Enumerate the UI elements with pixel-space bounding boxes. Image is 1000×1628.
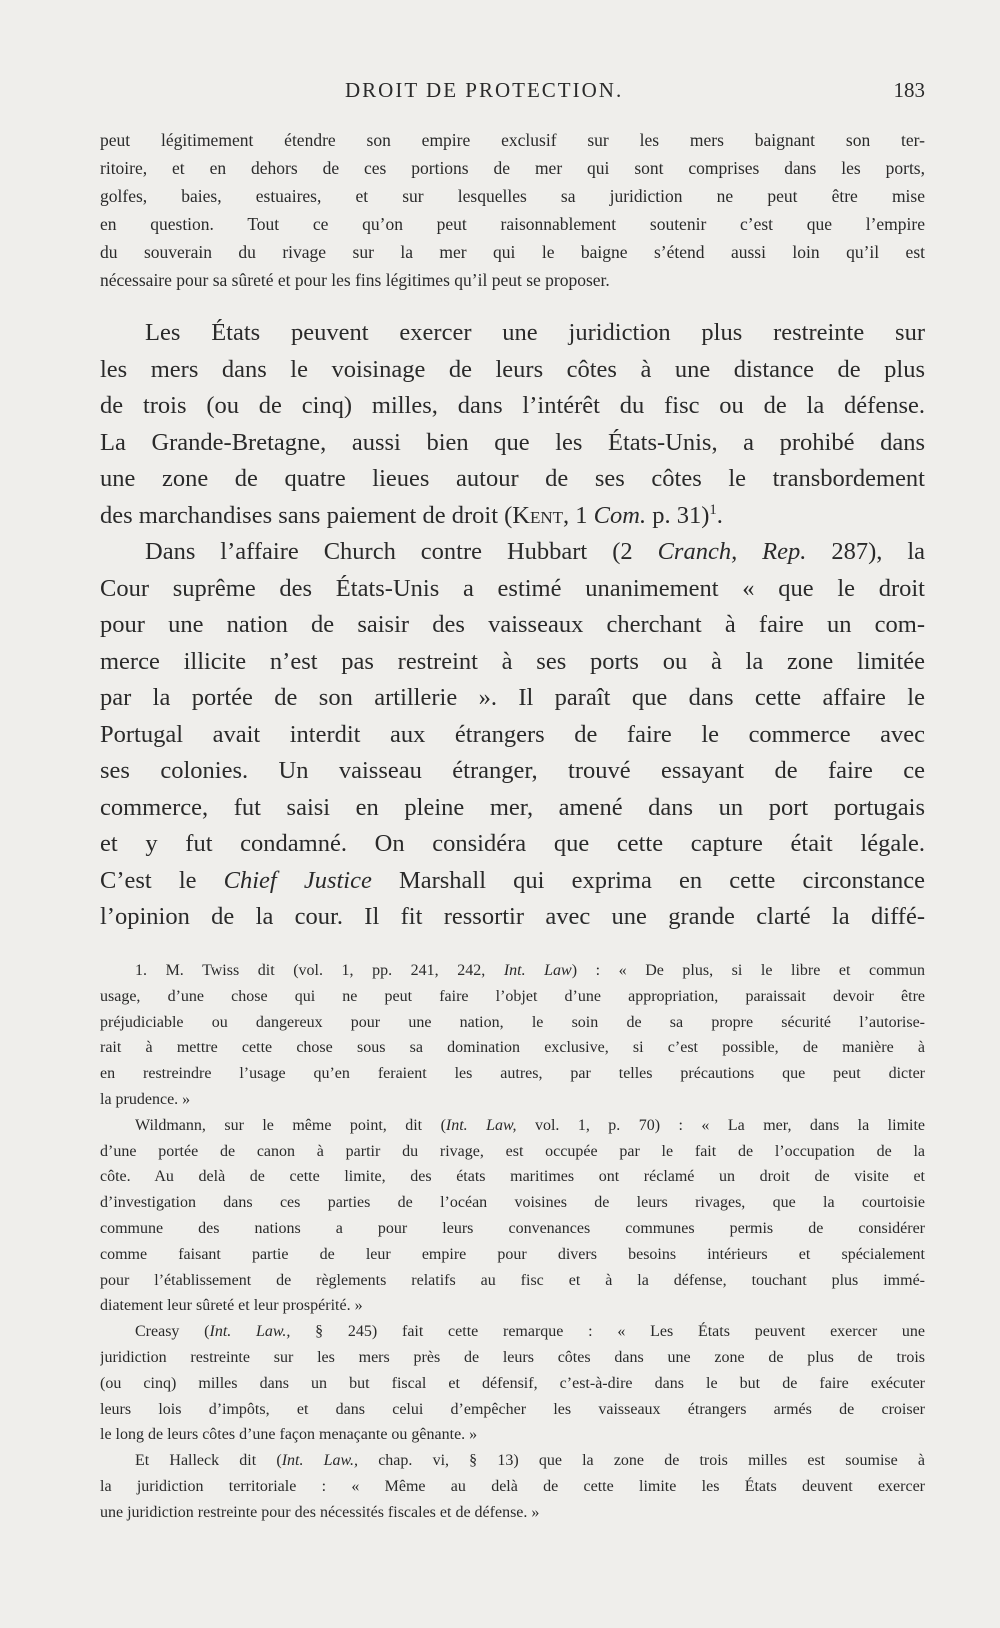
text-line [100,498,925,535]
italic-title: Cranch, Rep. [657,538,807,565]
text-line: les mers dans le voisinage de leurs côtes à une distance de plus [100,355,925,383]
italic-title: Int. Law., [281,1452,359,1470]
footnote-line: le long de leurs côtes d’une façon menaçante ou gênante. » [100,1426,478,1444]
footnote-line: la juridiction territoriale : « Même au delà de cette limite les États deuvent exercer [100,1477,925,1495]
footnote-ref: 1 [709,501,717,518]
italic-title: Int. Law, [445,1116,517,1134]
footnote-line: pour l’établissement de règlements relatifs au fisc et à la défense, touchant plus immé- [100,1271,925,1289]
text-run: . [716,501,723,529]
italic-title: Com. [593,501,647,529]
footnote-line: la prudence. » [100,1090,191,1108]
footnote-line [100,958,925,984]
footnote-line: rait à mettre cette chose sous sa domination exclusive, si c’est possible, de manière à [100,1039,925,1057]
text-run: chap. vi, § 13) que la zone de trois milles est soumise à [358,1452,925,1470]
italic-title: Int. Law [503,962,572,979]
text-line: Portugal avait interdit aux étrangers de faire le commerce avec [100,720,925,748]
footnote-line [100,1319,925,1345]
text-line: Cour suprême des États-Unis a estimé unanimement « que le droit [100,574,925,602]
text-line: golfes, baies, estuaires, et sur lesquelles sa juridiction ne peut être mise [100,186,925,206]
italic-title: Chief Justice [223,866,372,894]
text-run: vol. 1, p. 70) : « La mer, dans la limite [516,1116,925,1134]
footnote-line: une juridiction restreinte pour des nécessités fiscales et de défense. » [100,1503,540,1521]
text-run: Dans l’affaire Church contre Hubbart (2 [145,538,658,565]
footnote-line: d’investigation dans ces parties de l’océan voisines de leurs rivages, que la courtoisie [100,1194,925,1212]
text-run: des marchandises sans paiement de droit ( [100,501,513,529]
text-run: Et Halleck dit ( [135,1452,282,1470]
footnote-line: comme faisant partie de leur empire pour divers besoins intérieurs et spécialement [100,1245,925,1263]
text-line: La Grande-Bretagne, aussi bien que les États-Unis, a prohibé dans [100,428,925,456]
footnote-line: d’une portée de canon à partir du rivage, est occupée par le fait de l’occupation de la [100,1142,925,1160]
text-line: merce illicite n’est pas restreint à ses ports ou à la zone limitée [100,647,925,675]
running-title: DROIT DE PROTECTION. [345,78,624,102]
footnote-line [100,1113,925,1139]
footnote-line: en restreindre l’usage qu’en feraient les autres, par telles précautions que peut dicter [100,1065,925,1083]
text-run: ) : « De plus, si le libre et commun [571,962,925,979]
italic-title: Int. Law., [209,1323,291,1341]
text-line: de trois (ou de cinq) milles, dans l’intérêt du fisc ou de la défense. [100,392,925,419]
text-line: et y fut condamné. On considéra que cette capture était légale. [100,830,925,857]
text-run: 1. M. Twiss dit (vol. 1, pp. 241, 242, [135,962,504,979]
text-line: ses colonies. Un vaisseau étranger, trouvé essayant de faire ce [100,757,925,784]
text-line: commerce, fut saisi en pleine mer, amené dans un port portugais [100,793,925,821]
footnote-line: commune des nations a pour leurs convenances communes permis de considérer [100,1219,925,1237]
text-run: C’est le [100,866,224,894]
author-smallcaps: Kent [512,501,564,529]
running-header [100,78,925,108]
text-line: du souverain du rivage sur la mer qui le baigne s’étend aussi loin qu’il est [100,242,925,262]
footnote-line: leurs lois d’impôts, et dans celui d’empêcher les vaisseaux étrangers armés de croiser [100,1400,925,1418]
text-line: l’opinion de la cour. Il fit ressortir avec une grande clarté la diffé- [100,903,925,930]
text-line: nécessaire pour sa sûreté et pour les fins légitimes qu’il peut se proposer. [100,270,610,290]
text-line: par la portée de son artillerie ». Il paraît que dans cette affaire le [100,684,925,711]
text-run: Creasy ( [135,1323,210,1341]
text-line [100,863,925,900]
footnote-line: juridiction restreinte sur les mers près de leurs côtes dans une zone de plus de trois [100,1348,925,1366]
text-run: Marshall qui exprima en cette circonstance [371,866,925,894]
text-line: en question. Tout ce qu’on peut raisonnablement soutenir c’est que l’empire [100,214,925,234]
text-run: § 245) fait cette remarque : « Les États peuvent exercer une [290,1323,925,1341]
text-line: pour une nation de saisir des vaisseaux cherchant à faire un com- [100,611,925,638]
footnotes [100,958,925,1526]
continuation-paragraph [100,126,925,294]
text-line: ritoire, et en dehors de ces portions de mer qui sont comprises dans les ports, [100,158,925,178]
text-line: Les États peuvent exercer une juridiction plus restreinte sur [145,319,925,346]
page-number: 183 [893,78,925,102]
footnote-line: (ou cinq) milles dans un but fiscal et défensif, c’est-à-dire dans le but de faire exécuter [100,1374,925,1392]
text-run: p. 31) [646,501,710,529]
text-line: une zone de quatre lieues autour de ses côtes le transbordement [100,465,925,492]
main-text [100,315,925,936]
footnote-line: diatement leur sûreté et leur prospérité. » [100,1297,363,1315]
text-run: , 1 [563,501,594,529]
footnote-line [100,1448,925,1474]
text-line: peut légitimement étendre son empire exclusif sur les mers baignant son ter- [100,130,925,150]
footnote-line: côte. Au delà de cette limite, des états maritimes ont réclamé un droit de visite et [100,1168,925,1186]
text-line [100,534,925,571]
text-run: 287), la [806,538,925,565]
text-run: Wildmann, sur le même point, dit ( [135,1116,446,1134]
footnote-line: préjudiciable ou dangereux pour une nation, le soin de sa propre sécurité l’autorise- [100,1013,925,1031]
footnote-line: usage, d’une chose qui ne peut faire l’objet d’une appropriation, paraissait devoir être [100,987,925,1005]
